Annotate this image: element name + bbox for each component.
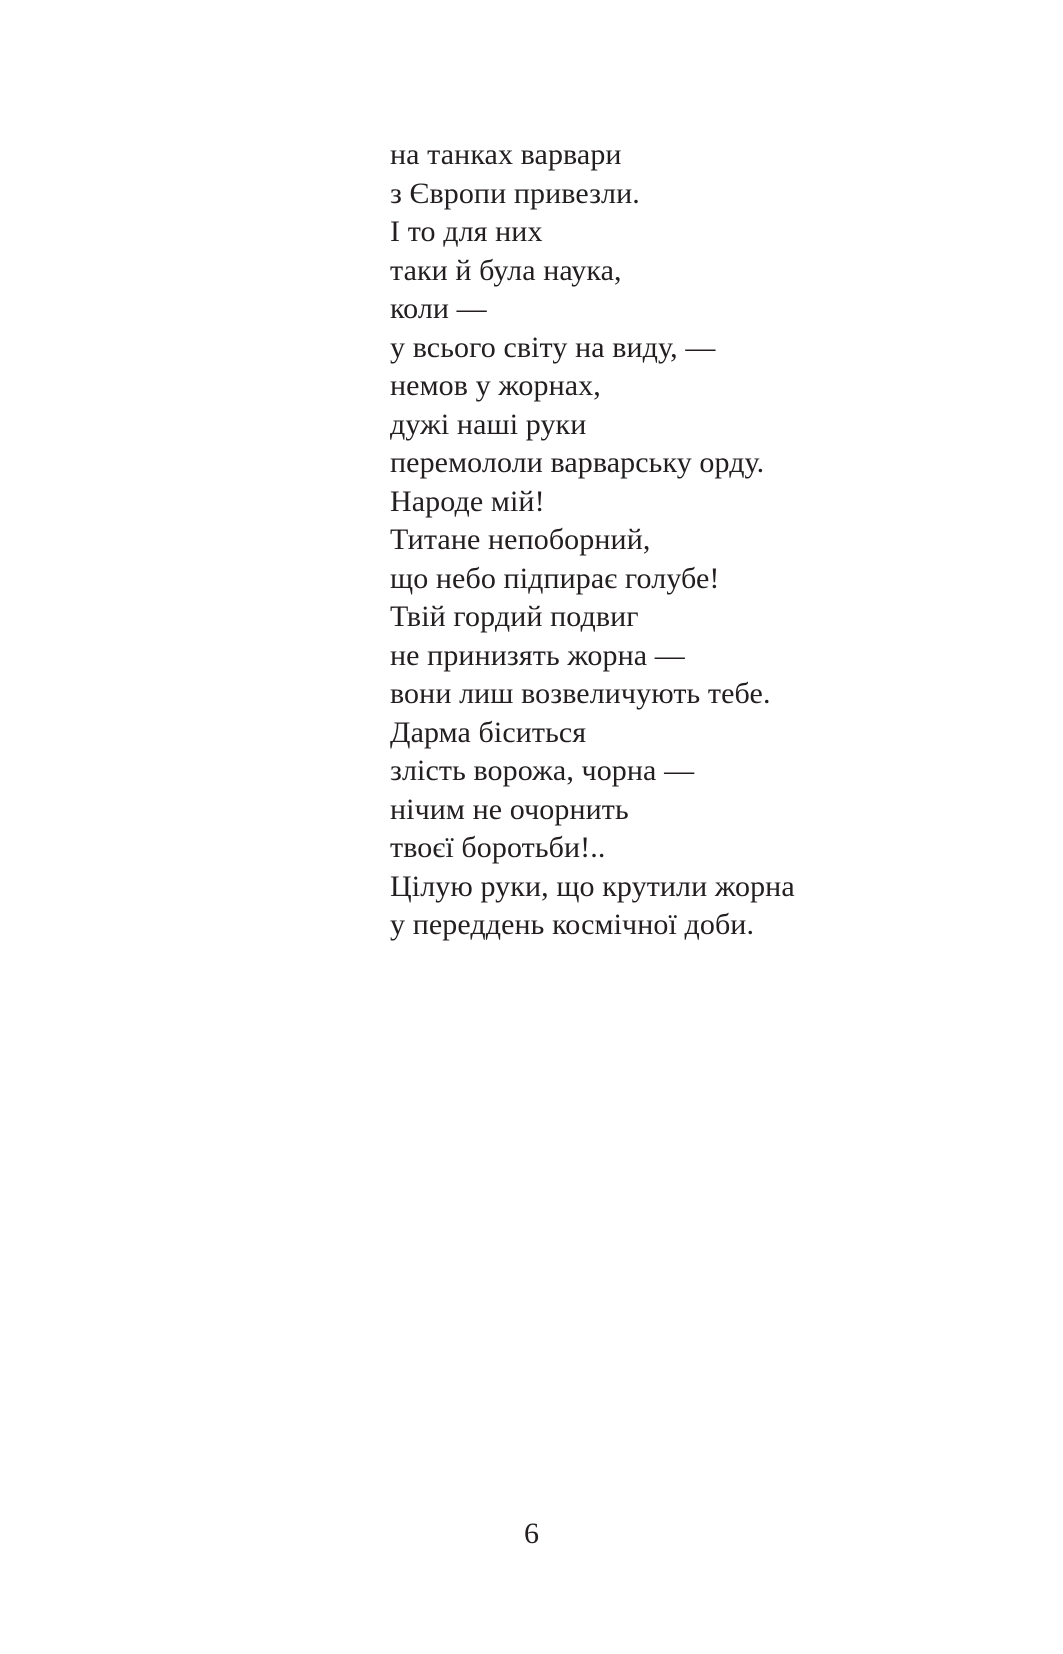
poem-line: Титане непоборний, <box>390 523 651 556</box>
poem-line: Народе мій! <box>390 484 545 518</box>
poem-line: дужі наші руки <box>390 407 587 441</box>
poem-line: не принизять жорна — <box>390 638 685 672</box>
poem-line: що небо підпирає голубе! <box>390 561 720 595</box>
poem-line: на танках варвари <box>390 138 622 171</box>
poem-line: Твій гордий подвиг <box>390 600 639 633</box>
poem-line: немов у жорнах, <box>390 369 601 402</box>
poem-line: Цілую руки, що крутили жорна <box>390 869 795 903</box>
poem-line: таки й була наука, <box>390 253 622 287</box>
poem-line: Дарма біситься <box>390 715 587 749</box>
poem-text <box>390 136 795 945</box>
poem-line: у переддень космічної доби. <box>390 908 755 941</box>
poem-line: у всього світу на виду, — <box>390 330 716 364</box>
page-number: 6 <box>524 1517 539 1550</box>
poem-line: з Європи привезли. <box>390 176 640 210</box>
poem-line: перемололи варварську орду. <box>390 446 765 479</box>
poem-line: твоєї боротьби!.. <box>390 831 606 864</box>
poem-line: коли — <box>390 292 487 325</box>
poem-line: нічим не очорнить <box>390 792 629 826</box>
poem-line: вони лиш возвеличують тебе. <box>390 677 771 710</box>
poem-line: злість ворожа, чорна — <box>390 754 695 787</box>
poem-line: І то для них <box>390 215 543 248</box>
